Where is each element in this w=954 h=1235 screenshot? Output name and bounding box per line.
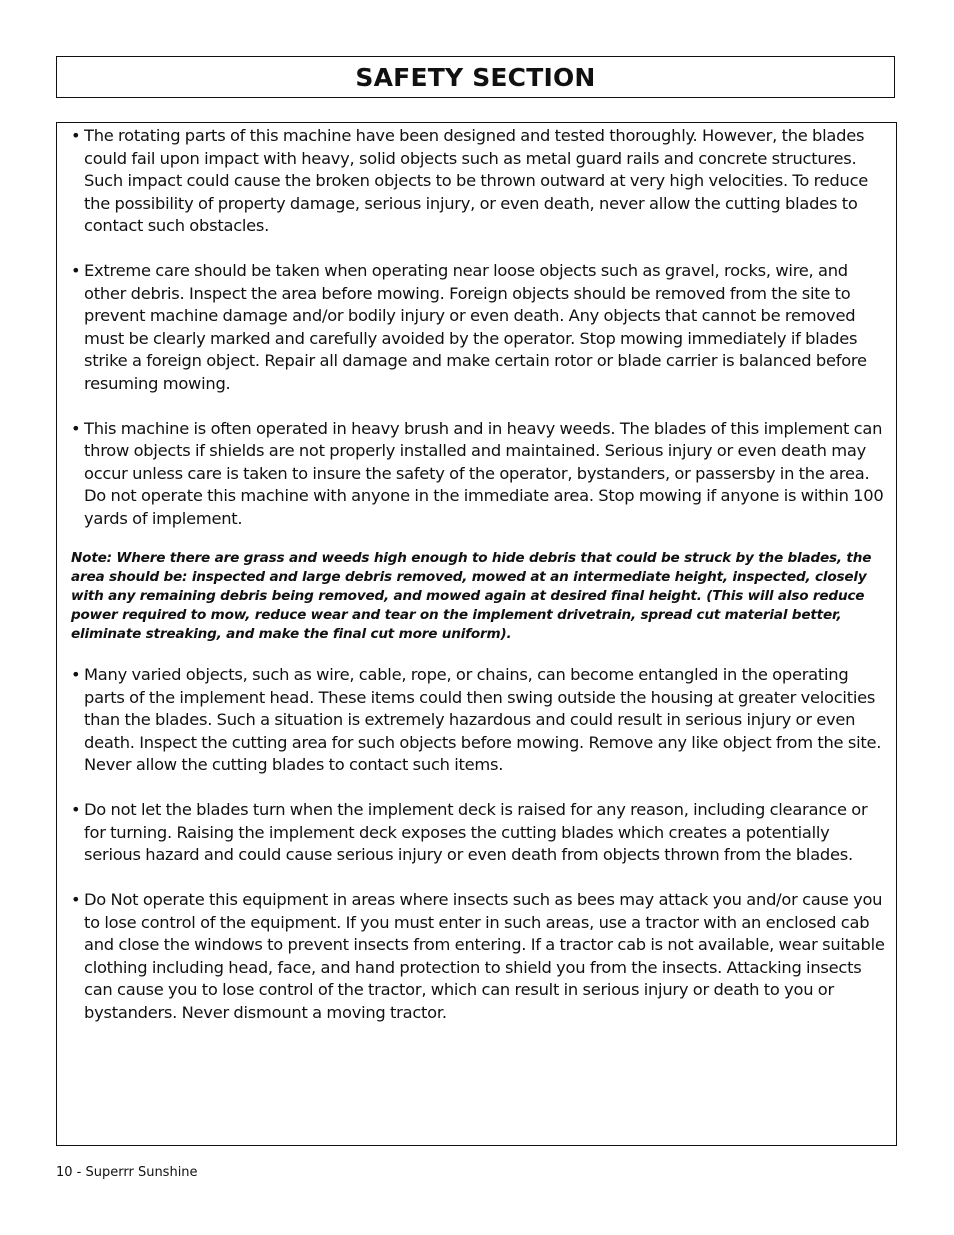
paragraph-text: Do Not operate this equipment in areas where insects such as bees may attack you and/or cause you to lose control of the equipment. If you must enter in such areas, use a tractor with an enclosed cab and close the windows to prevent insects from entering. If a tractor cab is not available, wear suitable clothing including head, face, and hand protection to shield you from the insects. Attacking insects can cause you to lose control of the tractor, which can result in serious injury or death to you or bystanders. Never dismount a moving tractor.	[84, 890, 885, 1022]
section-title-box	[56, 56, 895, 98]
safety-text-area	[71, 125, 886, 1024]
safety-paragraph-heavy-brush	[71, 418, 886, 531]
section-title: SAFETY SECTION	[355, 62, 596, 92]
safety-paragraph-loose-objects	[71, 260, 886, 395]
paragraph-text: Extreme care should be taken when operating near loose objects such as gravel, rocks, wire, and other debris. Inspect the area before mowing. Foreign objects should be removed from the site to prevent machine damage and/or bodily injury or even death. Any objects that cannot be removed must be clearly marked and carefully avoided by the operator. Stop mowing immediately if blades strike a foreign object. Repair all damage and make certain rotor or blade carrier is balanced before resuming mowing.	[84, 261, 867, 393]
bullet-icon: •	[71, 261, 81, 280]
safety-paragraph-insects	[71, 889, 886, 1024]
bullet-icon: •	[71, 126, 81, 145]
safety-paragraph-raised-deck	[71, 799, 886, 867]
safety-paragraph-rotating-parts	[71, 125, 886, 238]
bullet-icon: •	[71, 890, 81, 909]
page-footer: 10 - Superrr Sunshine	[56, 1165, 198, 1180]
paragraph-text: The rotating parts of this machine have been designed and tested thoroughly. However, the blades could fail upon impact with heavy, solid objects such as metal guard rails and concrete structures. Such impact could cause the broken objects to be thrown outward at very high velocities. To reduce the possibility of property damage, serious injury, or even death, never allow the cutting blades to contact such obstacles.	[84, 126, 869, 235]
safety-paragraph-entanglement	[71, 664, 886, 777]
bullet-icon: •	[71, 800, 81, 819]
safety-content-box	[56, 122, 897, 1146]
safety-note: Note: Where there are grass and weeds high enough to hide debris that could be struck by the blades, the area should be: inspected and large debris removed, mowed at an intermediate height, inspected, closely with any remaining debris being removed, and mowed again at desired final height. (This will also reduce power required to mow, reduce wear and tear on the implement drivetrain, spread cut material better, eliminate streaking, and make the final cut more uniform).	[71, 550, 872, 642]
paragraph-text: Many varied objects, such as wire, cable, rope, or chains, can become entangled in the operating parts of the implement head. These items could then swing outside the housing at greater velocities than the blades. Such a situation is extremely hazardous and could result in serious injury or even death. Inspect the cutting area for such objects before mowing. Remove any like object from the site. Never allow the cutting blades to contact such items.	[84, 665, 882, 774]
paragraph-text: Do not let the blades turn when the implement deck is raised for any reason, including clearance or for turning. Raising the implement deck exposes the cutting blades which creates a potentially serious hazard and could cause serious injury or even death from objects thrown from the blades.	[84, 800, 868, 864]
paragraph-text: This machine is often operated in heavy brush and in heavy weeds. The blades of this implement can throw objects if shields are not properly installed and maintained. Serious injury or even death may occur unless care is taken to insure the safety of the operator, bystanders, or passersby in the area. Do not operate this machine with anyone in the immediate area. Stop mowing if anyone is within 100 yards of implement.	[84, 418, 884, 528]
bullet-icon: •	[71, 665, 81, 684]
bullet-icon: •	[71, 418, 81, 438]
